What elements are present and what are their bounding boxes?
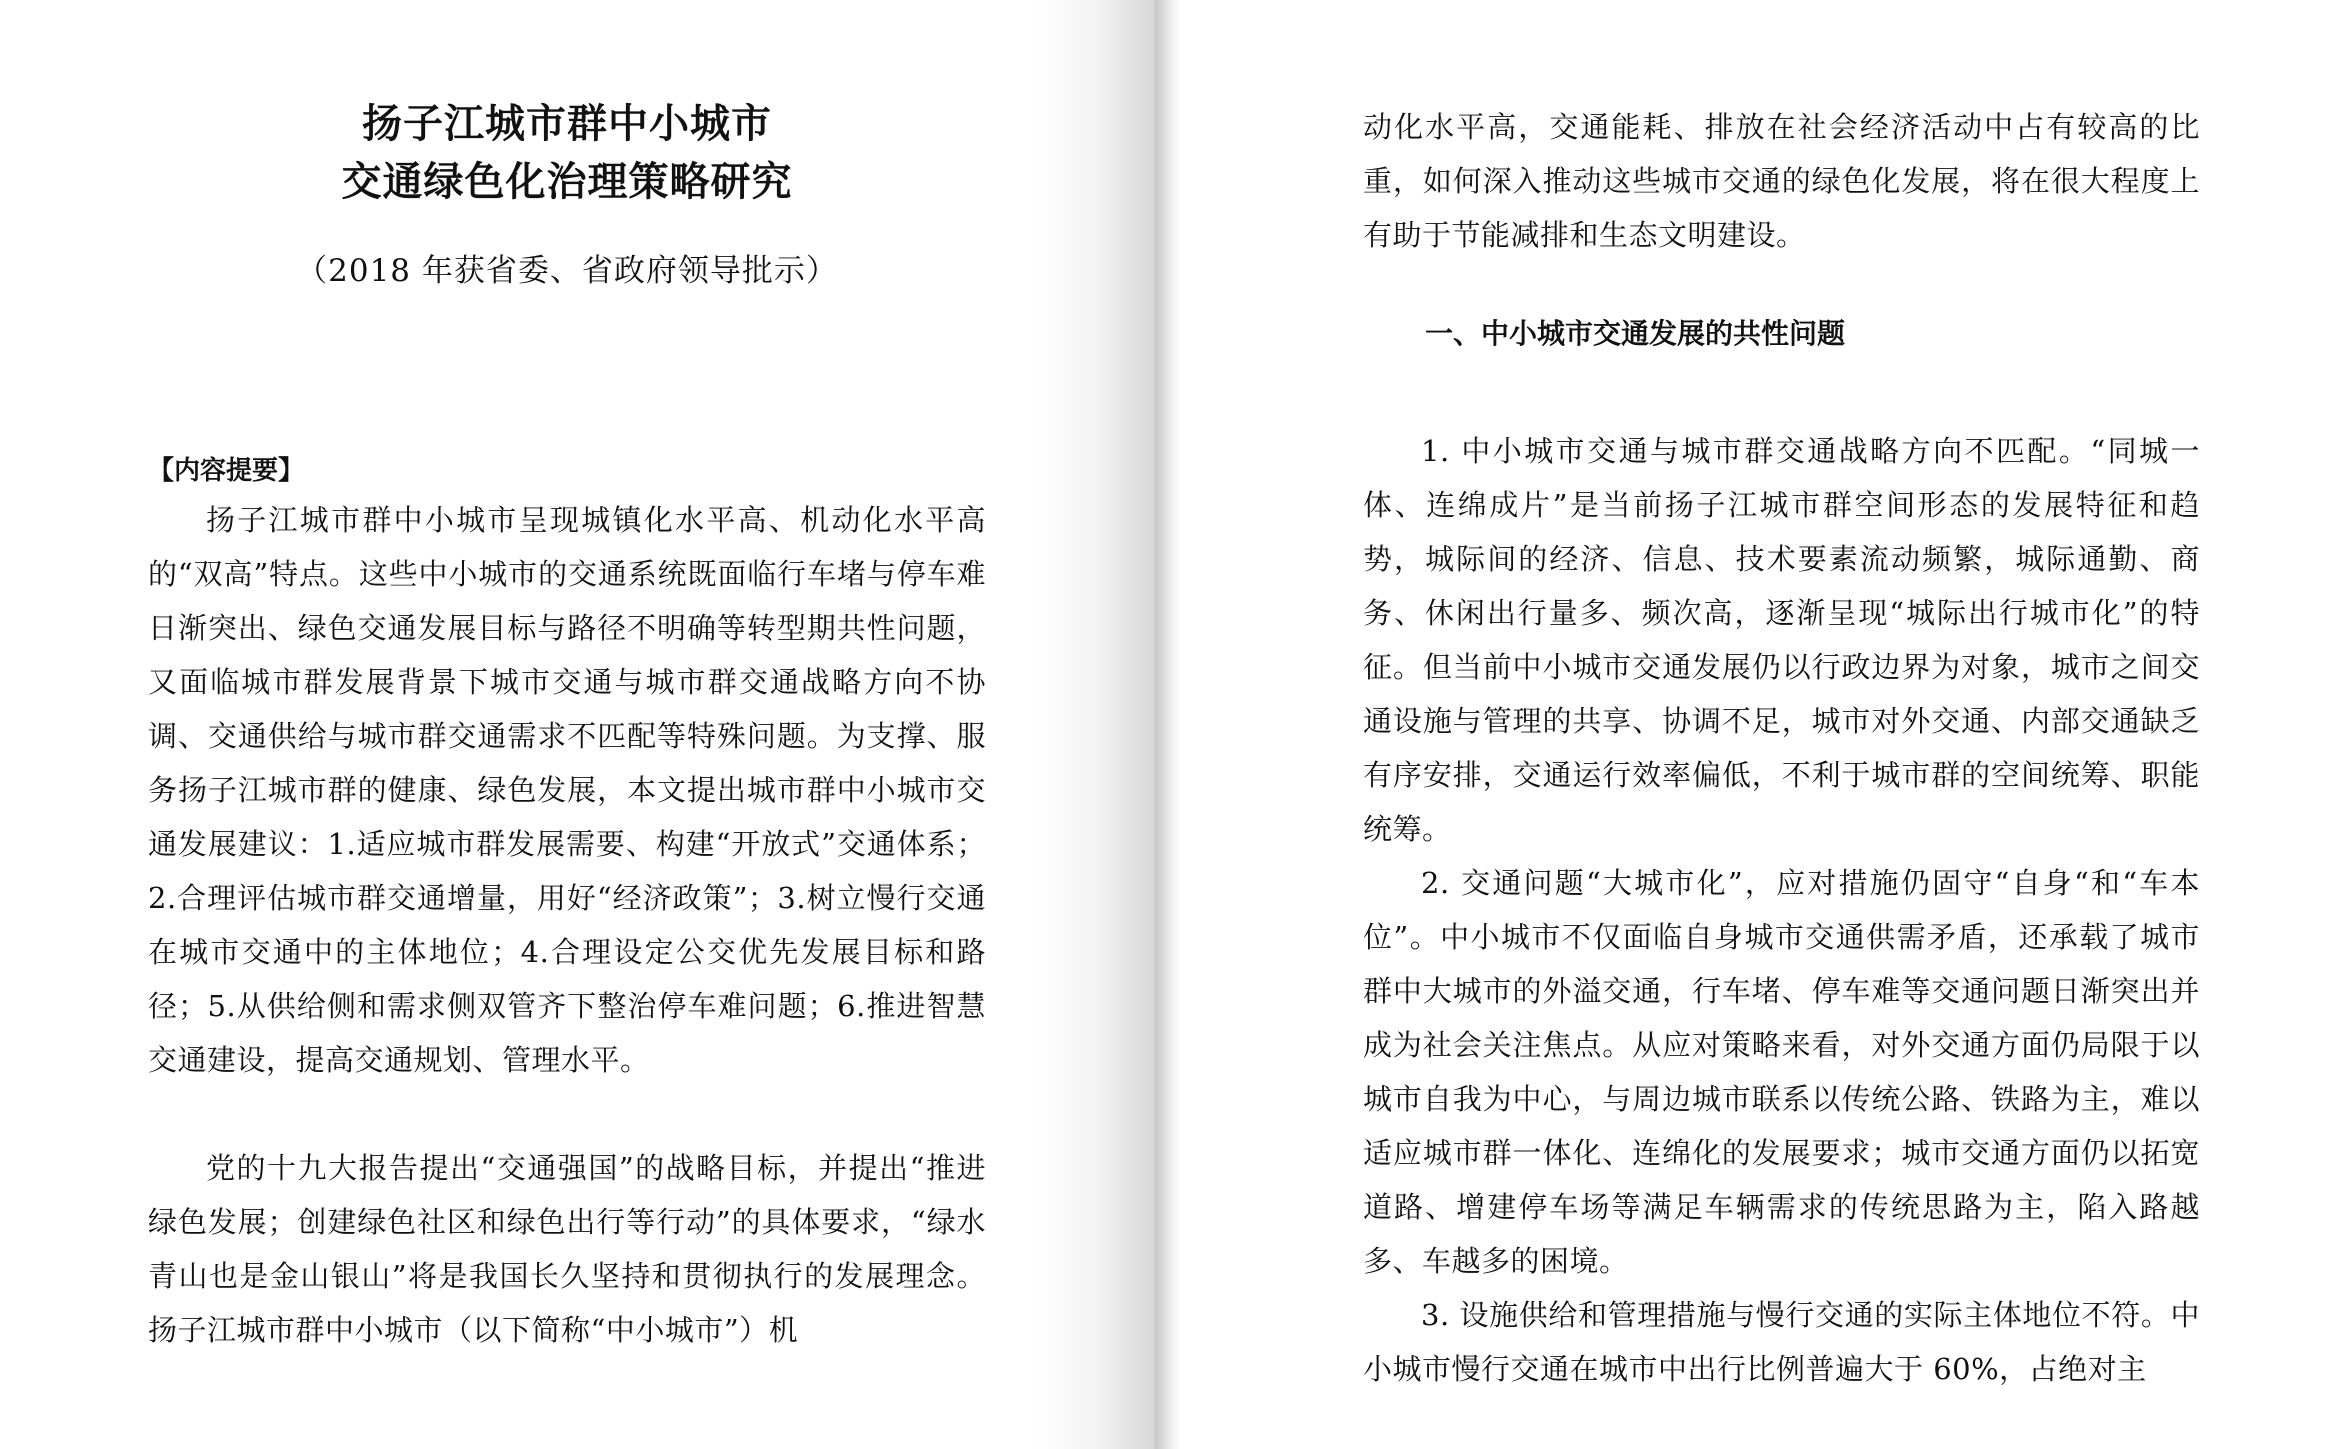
- left-page-content: [148, 95, 986, 1357]
- body-paragraph-2: 2. 交通问题“大城市化”，应对措施仍固守“自身“和“车本位”。中小城市不仅面临自身城市交通供需矛盾，还承载了城市群中大城市的外溢交通，行车堵、停车难等交通问题日渐突出并成为社会关注焦点。从应对策略来看，对外交通方面仍局限于以城市自我为中心，与周边城市联系以传统公路、铁路为主，难以适应城市群一体化、连绵化的发展要求；城市交通方面仍以拓宽道路、增建停车场等满足车辆需求的传统思路为主，陷入路越多、车越多的困境。: [1363, 866, 2200, 1278]
- abstract-paragraph: 扬子江城市群中小城市呈现城镇化水平高、机动化水平高的“双高”特点。这些中小城市的交通系统既面临行车堵与停车难日渐突出、绿色交通发展目标与路径不明确等转型期共性问题，又面临城市群发展背景下城市交通与城市群交通战略方向不协调、交通供给与城市群交通需求不匹配等特殊问题。为支撑、服务扬子江城市群的健康、绿色发展，本文提出城市群中小城市交通发展建议：1.适应城市群发展需要、构建“开放式”交通体系；2.合理评估城市群交通增量，用好“经济政策”；3.树立慢行交通在城市交通中的主体地位；4.合理设定公交优先发展目标和路径；5.从供给侧和需求侧双管齐下整治停车难问题；6.推进智慧交通建设，提高交通规划、管理水平。: [148, 503, 986, 1077]
- continuation-paragraph: 动化水平高，交通能耗、排放在社会经济活动中占有较高的比重，如何深入推动这些城市交通的绿色化发展，将在很大程度上有助于节能减排和生态文明建设。: [1363, 110, 2200, 252]
- document-subtitle: （2018 年获省委、省政府领导批示）: [296, 253, 838, 289]
- intro-paragraph: 党的十九大报告提出“交通强国”的战略目标，并提出“推进绿色发展；创建绿色社区和绿色出行等行动”的具体要求，“绿水青山也是金山银山”将是我国长久坚持和贯彻执行的发展理念。扬子江城市群中小城市（以下简称“中小城市”）机: [148, 1151, 986, 1347]
- left-page: [0, 0, 1155, 1449]
- title-line-2: 交通绿色化治理策略研究: [341, 158, 793, 205]
- right-page-content: [1363, 100, 2200, 1396]
- right-page: [1155, 0, 2329, 1449]
- section-heading: 一、中小城市交通发展的共性问题: [1425, 317, 1846, 350]
- body-paragraph-1: 1. 中小城市交通与城市群交通战略方向不匹配。“同城一体、连绵成片”是当前扬子江城市群空间形态的发展特征和趋势，城际间的经济、信息、技术要素流动频繁，城际通勤、商务、休闲出行量多、频次高，逐渐呈现“城际出行城市化”的特征。但当前中小城市交通发展仍以行政边界为对象，城市之间交通设施与管理的共享、协调不足，城市对外交通、内部交通缺乏有序安排，交通运行效率偏低，不利于城市群的空间统筹、职能统筹。: [1363, 434, 2200, 846]
- title-line-1: 扬子江城市群中小城市: [362, 100, 772, 147]
- body-paragraph-3: 3. 设施供给和管理措施与慢行交通的实际主体地位不符。中小城市慢行交通在城市中出行比例普遍大于 60%，占绝对主: [1363, 1298, 2200, 1386]
- gutter-shadow: [1035, 0, 1155, 1449]
- gutter-shadow: [1155, 0, 1181, 1449]
- abstract-heading: 【内容提要】: [148, 456, 305, 486]
- document-title: [148, 95, 986, 211]
